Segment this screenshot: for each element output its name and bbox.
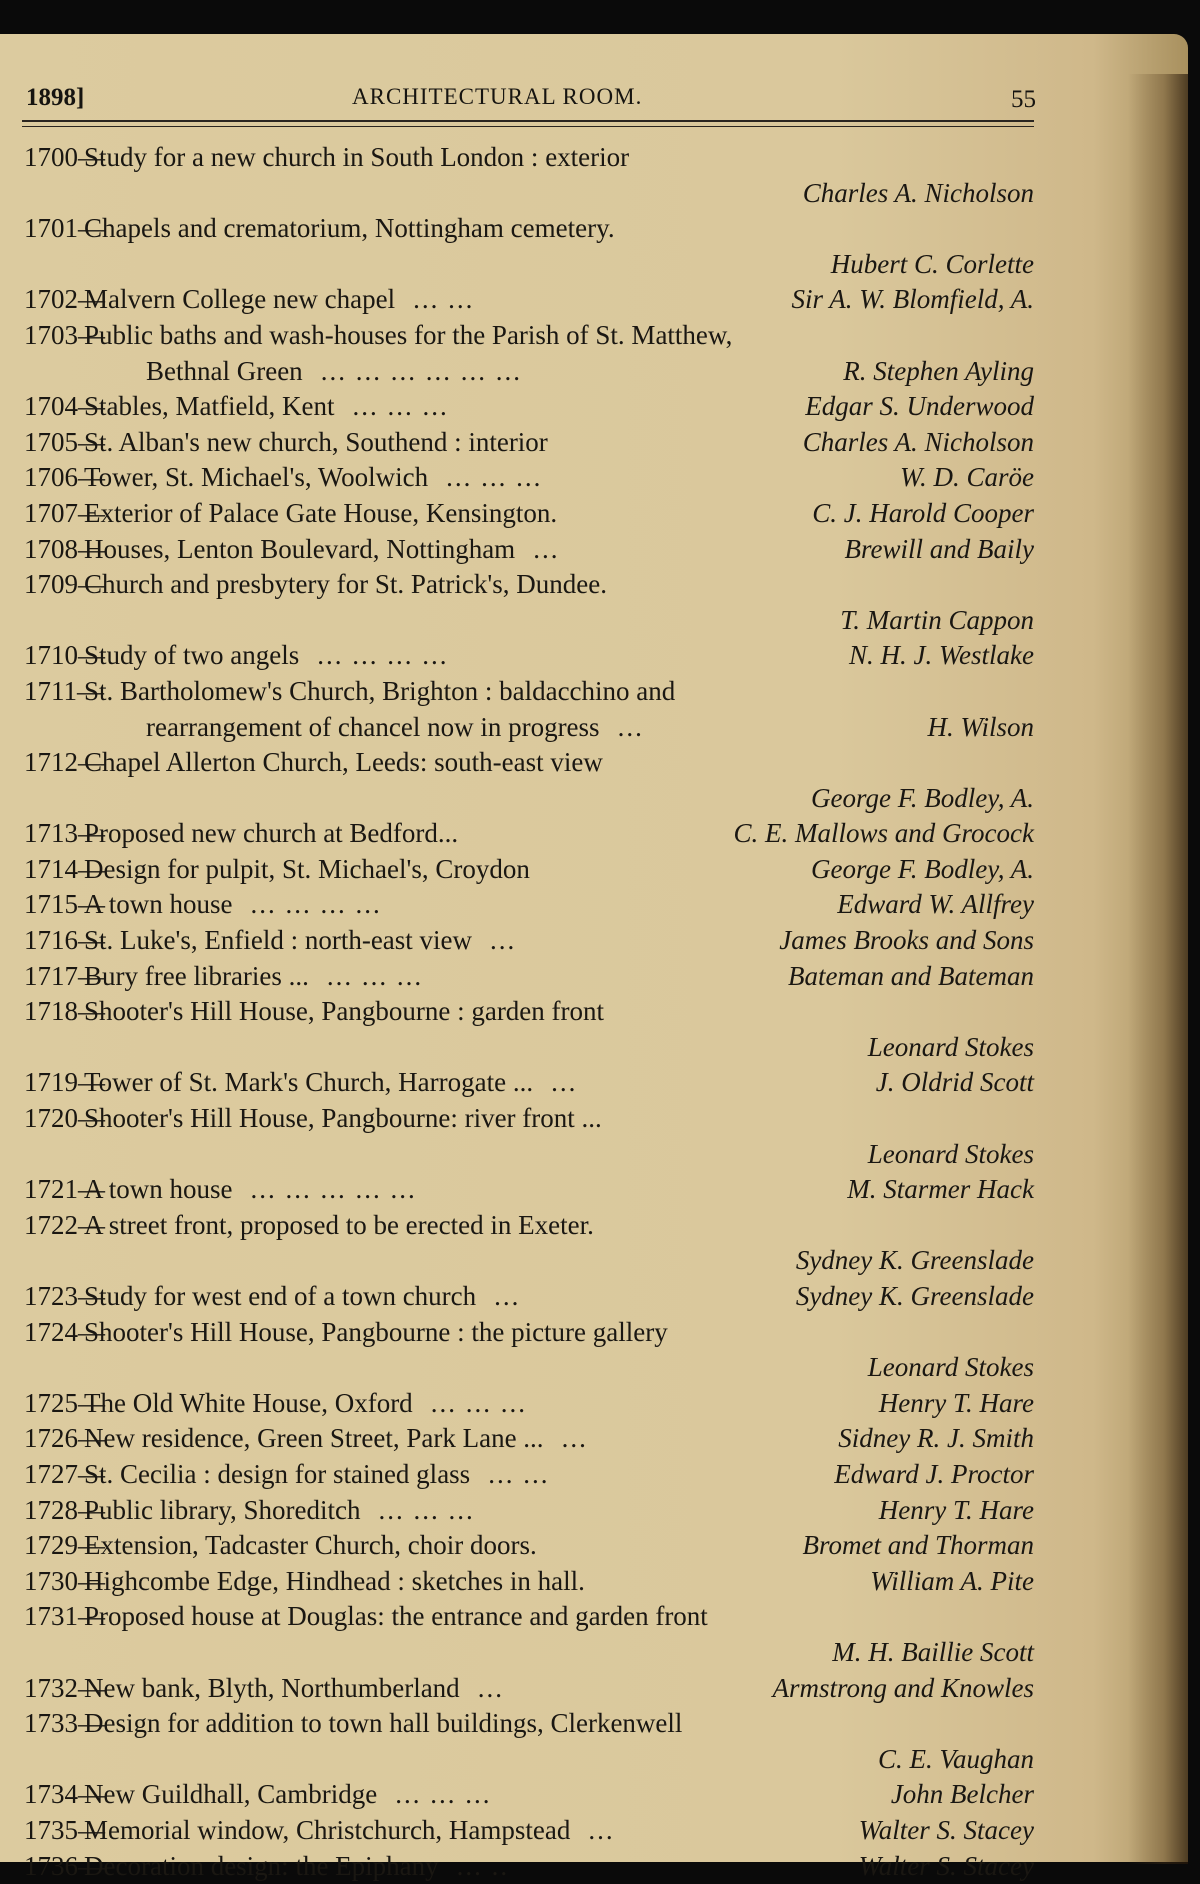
entry-title: Proposed new church at Bedford... — [84, 818, 458, 848]
catalogue-entry — [24, 318, 1034, 389]
entry-leader-dots: ... ... — [488, 1459, 549, 1489]
catalogue-entry — [24, 460, 1034, 496]
entry-title: A street front, proposed to be erected in Exeter. — [84, 1210, 594, 1240]
entry-title: St. Alban's new church, Southend : interior — [84, 427, 548, 457]
entry-author: H. Wilson — [927, 710, 1034, 746]
entry-author: Sydney K. Greenslade — [796, 1279, 1034, 1315]
entry-title: Study for west end of a town church — [84, 1281, 476, 1311]
entry-number: 1730— — [24, 1564, 84, 1600]
catalogue-entry — [24, 1706, 1034, 1777]
entry-title: Shooter's Hill House, Pangbourne: river front ... — [84, 1103, 602, 1133]
entry-number: 1707— — [24, 496, 84, 532]
entry-number: 1705— — [24, 425, 84, 461]
catalogue-entry — [24, 567, 1034, 638]
entry-number: 1735— — [24, 1813, 84, 1849]
entry-title: Chapels and crematorium, Nottingham cemetery. — [84, 213, 615, 243]
catalogue-entry — [24, 1813, 1034, 1849]
header-rule — [22, 120, 1034, 122]
entry-number: 1728— — [24, 1493, 84, 1529]
entry-author: Walter S. Stacey — [859, 1849, 1034, 1884]
entry-leader-dots: ... ... — [413, 284, 474, 314]
catalogue-entry — [24, 1208, 1034, 1279]
entry-line — [24, 1813, 1034, 1849]
catalogue-entry — [24, 994, 1034, 1065]
entry-author: Henry T. Hare — [879, 1386, 1034, 1422]
catalogue-entry — [24, 1315, 1034, 1386]
entry-title: Bury free libraries ... — [84, 961, 309, 991]
entry-title: St. Bartholomew's Church, Brighton : baldacchino and — [84, 676, 675, 706]
entry-leader-dots: ... — [618, 712, 644, 742]
entry-author: Sydney K. Greenslade — [796, 1243, 1034, 1279]
entry-title-continued: Bethnal Green — [146, 356, 303, 386]
entry-leader-dots: ... — [494, 1281, 520, 1311]
entry-title: Chapel Allerton Church, Leeds: south-east view — [84, 747, 603, 777]
entry-title: Public baths and wash-houses for the Parish of St. Matthew, — [84, 320, 732, 350]
entry-number: 1729— — [24, 1528, 84, 1564]
entry-author: George F. Bodley, A. — [811, 852, 1034, 888]
catalogue-entry — [24, 1849, 1034, 1884]
entry-leader-dots: ... ... ... — [378, 1495, 474, 1525]
entry-author: Bateman and Bateman — [788, 959, 1034, 995]
entry-line — [24, 887, 1034, 923]
entry-title: New Guildhall, Cambridge — [84, 1779, 377, 1809]
catalogue-entry — [24, 140, 1034, 211]
entry-title: Design for pulpit, St. Michael's, Croydon — [84, 854, 530, 884]
entry-number: 1717— — [24, 959, 84, 995]
entry-number: 1718— — [24, 994, 84, 1030]
entry-author-line — [24, 1350, 1034, 1386]
catalogue-entry — [24, 1457, 1034, 1493]
catalogue-entry — [24, 959, 1034, 995]
catalogue-entry — [24, 1065, 1034, 1101]
catalogue-entry — [24, 389, 1034, 425]
catalogue-entry — [24, 923, 1034, 959]
catalogue-entry — [24, 1386, 1034, 1422]
entry-leader-dots: ... ... ... — [327, 961, 423, 991]
entry-author: Sidney R. J. Smith — [838, 1421, 1034, 1457]
catalogue-entry — [24, 1279, 1034, 1315]
entry-author: Leonard Stokes — [868, 1030, 1034, 1066]
entry-line — [24, 1386, 1034, 1422]
entry-line — [24, 1315, 1034, 1351]
entry-number: 1716— — [24, 923, 84, 959]
entry-line-continued — [24, 710, 1034, 746]
entry-number: 1715— — [24, 887, 84, 923]
entry-line — [24, 1706, 1034, 1742]
entry-leader-dots: ... ... ... — [446, 462, 542, 492]
entry-author-line — [24, 1030, 1034, 1066]
entry-leader-dots: ... ... ... ... ... ... — [321, 356, 522, 386]
entry-leader-dots: ... ... ... ... ... — [251, 1174, 417, 1204]
entry-author: Edgar S. Underwood — [805, 389, 1034, 425]
entry-line — [24, 1777, 1034, 1813]
entry-author-line — [24, 1742, 1034, 1778]
entry-author: M. Starmer Hack — [847, 1172, 1034, 1208]
page-header — [26, 84, 1036, 124]
entry-line — [24, 318, 1034, 354]
entry-number: 1736— — [24, 1849, 84, 1884]
catalogue-entry — [24, 1564, 1034, 1600]
entry-line — [24, 1172, 1034, 1208]
entry-line — [24, 140, 1034, 176]
entry-leader-dots: ... ... ... ... — [317, 640, 448, 670]
entry-number: 1700— — [24, 140, 84, 176]
entry-title: New bank, Blyth, Northumberland — [84, 1673, 460, 1703]
catalogue-entry — [24, 745, 1034, 816]
header-rule-thin — [22, 126, 1034, 127]
catalogue-entry — [24, 816, 1034, 852]
entry-title: Houses, Lenton Boulevard, Nottingham — [84, 534, 515, 564]
entry-number: 1710— — [24, 638, 84, 674]
entry-line — [24, 532, 1034, 568]
entry-author-line — [24, 1243, 1034, 1279]
entry-title: Decoration design: the Epiphany — [84, 1851, 439, 1881]
entry-line — [24, 282, 1034, 318]
entry-leader-dots: ... ... ... ... — [251, 889, 382, 919]
entry-line — [24, 1457, 1034, 1493]
catalogue-entry — [24, 532, 1034, 568]
entry-number: 1704— — [24, 389, 84, 425]
header-title: ARCHITECTURAL ROOM. — [352, 84, 642, 110]
entry-leader-dots: ... ... ... — [395, 1779, 491, 1809]
entry-title: Study of two angels — [84, 640, 299, 670]
entry-author: Henry T. Hare — [879, 1493, 1034, 1529]
entry-line-continued — [24, 354, 1034, 390]
entry-number: 1734— — [24, 1777, 84, 1813]
entry-title: Church and presbytery for St. Patrick's, Dundee. — [84, 569, 607, 599]
entry-author: Leonard Stokes — [868, 1350, 1034, 1386]
entry-author: T. Martin Cappon — [840, 603, 1034, 639]
entry-title: A town house — [84, 889, 233, 919]
entry-author: Sir A. W. Blomfield, A. — [791, 282, 1034, 318]
entry-author: C. J. Harold Cooper — [812, 496, 1034, 532]
entry-title: Design for addition to town hall buildings, Clerkenwell — [84, 1708, 682, 1738]
entry-line — [24, 1208, 1034, 1244]
entry-number: 1724— — [24, 1315, 84, 1351]
entry-title: Malvern College new chapel — [84, 284, 395, 314]
entry-leader-dots: ... .. — [457, 1851, 510, 1881]
catalogue-entry — [24, 1101, 1034, 1172]
entry-number: 1721— — [24, 1172, 84, 1208]
entry-author: Hubert C. Corlette — [831, 247, 1034, 283]
entry-title: Study for a new church in South London : exterior — [84, 142, 629, 172]
header-year: 1898] — [26, 84, 84, 112]
entry-author: Armstrong and Knowles — [772, 1671, 1034, 1707]
entry-line — [24, 389, 1034, 425]
entry-author: George F. Bodley, A. — [811, 781, 1034, 817]
entry-leader-dots: ... ... ... — [431, 1388, 527, 1418]
entry-number: 1708— — [24, 532, 84, 568]
entry-title-continued: rearrangement of chancel now in progress — [146, 712, 600, 742]
entry-author-line — [24, 781, 1034, 817]
entry-line — [24, 1493, 1034, 1529]
entry-title: Proposed house at Douglas: the entrance and garden front — [84, 1601, 708, 1631]
page-gutter-shadow — [1128, 74, 1188, 1864]
entry-title: St. Cecilia : design for stained glass — [84, 1459, 470, 1489]
entry-line — [24, 1671, 1034, 1707]
entry-title: Shooter's Hill House, Pangbourne : garden front — [84, 996, 604, 1026]
entry-line — [24, 1421, 1034, 1457]
entry-author-line — [24, 247, 1034, 283]
entry-author: John Belcher — [891, 1777, 1034, 1813]
catalogue-entry — [24, 1172, 1034, 1208]
entry-number: 1711— — [24, 674, 84, 710]
entry-number: 1713— — [24, 816, 84, 852]
entry-leader-dots: ... — [478, 1673, 504, 1703]
entry-number: 1702— — [24, 282, 84, 318]
entry-leader-dots: ... — [533, 534, 559, 564]
entry-author-line — [24, 176, 1034, 212]
entry-title: New residence, Green Street, Park Lane ... — [84, 1423, 544, 1453]
entry-number: 1726— — [24, 1421, 84, 1457]
catalogue-entry — [24, 887, 1034, 923]
entry-leader-dots: ... — [490, 925, 516, 955]
entry-line — [24, 959, 1034, 995]
entry-author-line — [24, 1635, 1034, 1671]
entry-number: 1701— — [24, 211, 84, 247]
catalogue-entry — [24, 1528, 1034, 1564]
entry-author: Charles A. Nicholson — [803, 176, 1034, 212]
entry-author: W. D. Caröe — [900, 460, 1034, 496]
entry-author-line — [24, 603, 1034, 639]
entry-line — [24, 567, 1034, 603]
entry-title: The Old White House, Oxford — [84, 1388, 413, 1418]
entry-author: Bromet and Thorman — [802, 1528, 1034, 1564]
entry-author: Walter S. Stacey — [859, 1813, 1034, 1849]
entry-author: Leonard Stokes — [868, 1137, 1034, 1173]
entry-title: Stables, Matfield, Kent — [84, 391, 334, 421]
entry-line — [24, 496, 1034, 532]
entry-number: 1723— — [24, 1279, 84, 1315]
catalogue-entry — [24, 674, 1034, 745]
entry-title: Extension, Tadcaster Church, choir doors. — [84, 1530, 537, 1560]
entry-author: Charles A. Nicholson — [803, 425, 1034, 461]
entry-author: N. H. J. Westlake — [849, 638, 1034, 674]
entry-number: 1732— — [24, 1671, 84, 1707]
entry-line — [24, 816, 1034, 852]
entry-author-line — [24, 1137, 1034, 1173]
entry-title: Shooter's Hill House, Pangbourne : the picture gallery — [84, 1317, 668, 1347]
catalogue-entry — [24, 282, 1034, 318]
entry-line — [24, 211, 1034, 247]
entry-leader-dots: ... ... ... — [352, 391, 448, 421]
catalogue-entries — [24, 140, 1034, 1884]
catalogue-entry — [24, 1599, 1034, 1670]
entry-number: 1719— — [24, 1065, 84, 1101]
entry-line — [24, 994, 1034, 1030]
entry-author: Brewill and Baily — [845, 532, 1034, 568]
entry-number: 1714— — [24, 852, 84, 888]
entry-leader-dots: ... — [551, 1067, 577, 1097]
catalogue-entry — [24, 1421, 1034, 1457]
entry-author: Edward J. Proctor — [834, 1457, 1034, 1493]
catalogue-entry — [24, 1671, 1034, 1707]
entry-line — [24, 1599, 1034, 1635]
entry-author: James Brooks and Sons — [779, 923, 1034, 959]
entry-author: J. Oldrid Scott — [876, 1065, 1034, 1101]
entry-line — [24, 923, 1034, 959]
entry-line — [24, 1528, 1034, 1564]
entry-title: Memorial window, Christchurch, Hampstead — [84, 1815, 570, 1845]
entry-number: 1733— — [24, 1706, 84, 1742]
entry-number: 1727— — [24, 1457, 84, 1493]
entry-author: M. H. Baillie Scott — [832, 1635, 1034, 1671]
entry-number: 1706— — [24, 460, 84, 496]
entry-number: 1720— — [24, 1101, 84, 1137]
entry-title: A town house — [84, 1174, 233, 1204]
entry-line — [24, 425, 1034, 461]
entry-number: 1712— — [24, 745, 84, 781]
entry-leader-dots: ... — [588, 1815, 614, 1845]
catalogue-entry — [24, 496, 1034, 532]
entry-line — [24, 460, 1034, 496]
entry-number: 1725— — [24, 1386, 84, 1422]
catalogue-entry — [24, 852, 1034, 888]
entry-title: St. Luke's, Enfield : north-east view — [84, 925, 472, 955]
entry-number: 1722— — [24, 1208, 84, 1244]
entry-number: 1731— — [24, 1599, 84, 1635]
entry-author: C. E. Mallows and Grocock — [734, 816, 1034, 852]
catalogue-entry — [24, 1493, 1034, 1529]
entry-author: R. Stephen Ayling — [843, 354, 1034, 390]
entry-line — [24, 1849, 1034, 1884]
entry-line — [24, 852, 1034, 888]
entry-title: Exterior of Palace Gate House, Kensington. — [84, 498, 557, 528]
entry-number: 1703— — [24, 318, 84, 354]
entry-line — [24, 638, 1034, 674]
entry-author: William A. Pite — [870, 1564, 1034, 1600]
entry-author: Edward W. Allfrey — [837, 887, 1034, 923]
entry-line — [24, 1101, 1034, 1137]
catalogue-entry — [24, 211, 1034, 282]
entry-leader-dots: ... — [562, 1423, 588, 1453]
entry-title: Tower, St. Michael's, Woolwich — [84, 462, 428, 492]
catalogue-entry — [24, 1777, 1034, 1813]
entry-line — [24, 1065, 1034, 1101]
entry-number: 1709— — [24, 567, 84, 603]
entry-line — [24, 1279, 1034, 1315]
entry-line — [24, 745, 1034, 781]
entry-line — [24, 1564, 1034, 1600]
catalogue-entry — [24, 425, 1034, 461]
catalogue-entry — [24, 638, 1034, 674]
entry-line — [24, 674, 1034, 710]
entry-title: Highcombe Edge, Hindhead : sketches in hall. — [84, 1566, 585, 1596]
entry-author: C. E. Vaughan — [878, 1742, 1034, 1778]
entry-title: Public library, Shoreditch — [84, 1495, 360, 1525]
header-page-number: 55 — [1011, 86, 1036, 114]
entry-title: Tower of St. Mark's Church, Harrogate ... — [84, 1067, 533, 1097]
